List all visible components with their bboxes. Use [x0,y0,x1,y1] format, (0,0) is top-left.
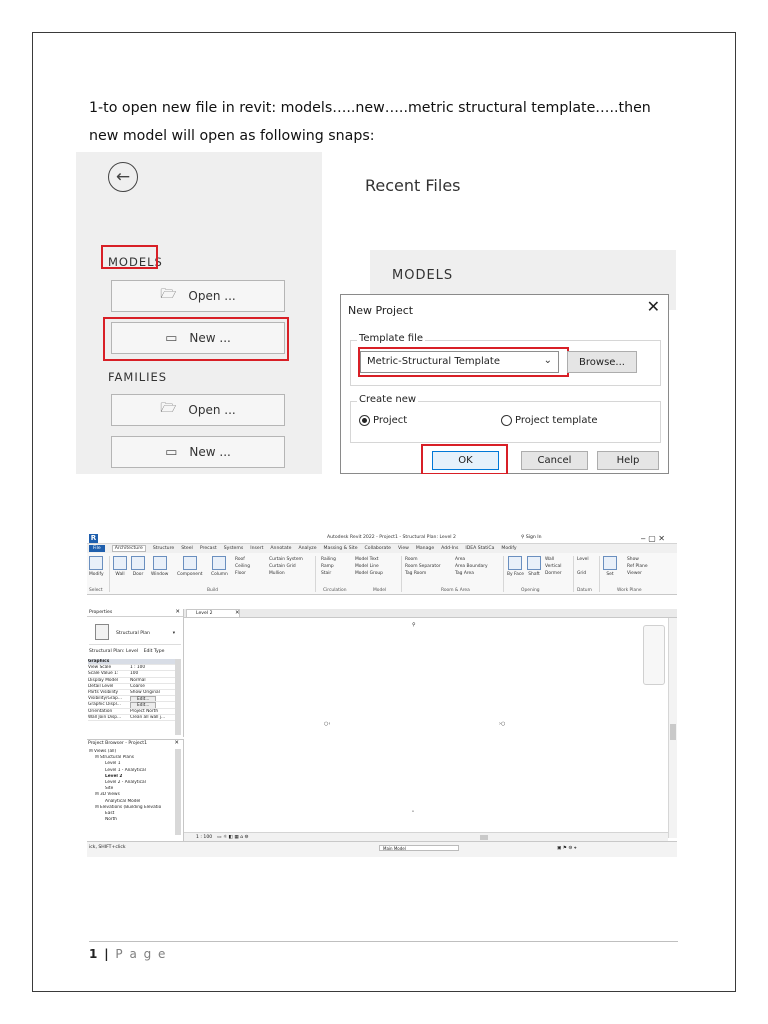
models-new-label: New ... [189,331,231,345]
dialog-title: New Project [348,304,414,317]
component-icon [183,556,197,570]
families-open-label: Open ... [188,403,236,417]
property-row[interactable]: Scale Value 1: 100 [88,671,176,677]
room-tools-col1[interactable]: Room Room Separator Tag Room [405,557,441,576]
level-button[interactable]: Level [577,557,589,562]
tab-systems[interactable]: Systems [223,546,244,551]
browser-scrollbar[interactable] [175,749,181,835]
properties-palette [87,609,184,737]
ribbon [87,553,677,595]
workset-value: Main Model [383,846,406,851]
page-number: 1 [89,947,99,961]
start-screen-screenshot [76,152,676,474]
revit-logo-icon[interactable]: R [90,534,97,542]
close-icon[interactable]: ✕ [646,297,660,316]
tree-node[interactable]: Level 1 [105,761,121,767]
elevation-marker-icon[interactable]: ›○ [499,721,506,727]
vertical-scrollbar[interactable] [668,618,677,838]
ribbon-divider [109,556,110,592]
work-plane-tools[interactable]: Show Ref Plane Viewer [627,557,648,576]
property-row[interactable]: Parts Visibility Show Original [88,690,176,696]
circulation-tools[interactable]: Railing Ramp Stair [321,557,336,576]
tab-modify[interactable]: Modify [501,546,517,551]
create-new-group [350,394,661,443]
tree-node[interactable]: ⊟ Structural Plans [95,755,134,761]
ribbon-divider [573,556,574,592]
families-new-button[interactable] [111,436,285,468]
property-row[interactable]: Orientation Project North [88,709,176,715]
column-icon [212,556,226,570]
modify-button[interactable]: Modify [89,556,104,577]
view-scale[interactable]: 1 : 100 [196,834,213,840]
browse-button[interactable]: Browse... [567,351,637,373]
elevation-marker-icon[interactable]: ○‹ [324,721,331,727]
new-file-icon: ▭ [165,330,178,346]
property-row[interactable]: Graphic Displ... Edit... [88,702,176,708]
set-button[interactable]: Set [603,556,617,577]
new-project-dialog [340,294,669,474]
tab-analyze[interactable]: Analyze [298,546,317,551]
panel-label-datum: Datum [577,588,592,593]
cancel-button[interactable]: Cancel [521,451,588,470]
grid-button[interactable]: Grid [577,571,587,576]
sign-in-link[interactable]: ⚲ Sign In [521,535,542,540]
property-row[interactable]: Detail Level Coarse [88,684,176,690]
view-tab-level-2[interactable] [186,609,240,618]
panel-label-build: Build [207,588,219,593]
close-icon[interactable]: ✕ [175,609,180,615]
door-button[interactable]: Door [131,556,145,577]
scroll-thumb[interactable] [670,724,676,740]
radio-selected-icon [359,415,370,426]
radio-unselected-icon [501,415,512,426]
model-tools[interactable]: Model Text Model Line Model Group [355,557,383,576]
chevron-down-icon: ▾ [172,631,175,636]
tab-manage[interactable]: Manage [415,546,435,551]
families-open-button[interactable] [111,394,285,426]
instruction-line-1: 1-to open new file in revit: models…..new…..metric structural template…..then [89,100,651,116]
tab-architecture[interactable]: Architecture [112,545,146,552]
by-face-icon [508,556,522,570]
back-arrow-icon[interactable]: ← [108,162,138,192]
tree-node[interactable]: North [105,817,118,823]
window-button[interactable]: Window [151,556,168,577]
ribbon-divider [401,556,402,592]
project-browser-title: Project Browser - Project1 [88,741,148,746]
tree-node[interactable]: Site [105,786,114,792]
by-face-button[interactable]: By Face [507,556,524,577]
ok-button[interactable]: OK [432,451,499,470]
ribbon-divider [503,556,504,592]
window-title: Autodesk Revit 2022 - Project1 - Structural Plan: Level 2 [327,535,456,540]
panel-label-room-area: Room & Area [441,588,470,593]
template-highlight-box [358,347,569,377]
tab-steel[interactable]: Steel [181,546,193,551]
type-selector[interactable] [89,621,181,645]
type-name: Structural Plan [116,631,150,636]
instance-row [89,649,182,658]
models-highlight-box [101,245,158,269]
active-workset-field[interactable] [379,845,459,851]
close-icon[interactable]: ✕ [235,610,240,616]
wall-button[interactable]: Wall [113,556,127,577]
status-tool-icons[interactable]: ▣ ⚑ ⚙ ⌖ [557,846,577,851]
properties-header [87,609,183,617]
tab-add-ins[interactable]: Add-Ins [441,546,459,551]
template-dropdown-value: Metric-Structural Template [367,356,500,367]
project-radio-option[interactable] [359,415,407,426]
tab-annotate[interactable]: Annotate [270,546,292,551]
help-button[interactable]: Help [597,451,659,470]
tab-massing-site[interactable]: Massing & Site [323,546,358,551]
close-icon[interactable]: ✕ [174,740,179,746]
view-control-icons[interactable]: ▭ ☼ ◧ ▦ ⌂ ⚙ [217,834,249,840]
window-icon [153,556,167,570]
page-footer [89,947,167,961]
project-tree [87,749,175,823]
ribbon-divider [315,556,316,592]
property-group-graphics[interactable]: Graphics [88,659,176,665]
folder-icon: 🗁 [160,401,177,416]
view-control-bar [184,832,668,841]
property-row[interactable]: Wall Join Disp... Clean all wall j... [88,715,176,721]
panel-label-circulation: Circulation [323,588,347,593]
footer-rule [89,941,678,942]
tree-node[interactable]: ⊟ Views (all) [89,749,117,754]
column-button[interactable]: Column [211,556,228,577]
property-row[interactable]: Display Model Normal [88,678,176,684]
panel-label-opening: Opening [521,588,540,593]
drawing-canvas[interactable] [184,618,668,838]
tree-node[interactable]: ⊟ 3D Views [95,792,120,798]
tab-idea-statica[interactable]: IDEA StatiCa [465,546,495,551]
tree-node[interactable]: ⊟ Elevations (Building Elevatio [95,804,162,810]
property-row[interactable]: Visibility/Grap... Edit... [88,696,176,702]
recent-files-title: Recent Files [365,176,461,195]
tree-node[interactable]: Level 1 - Analytical [105,767,146,773]
modify-icon [89,556,103,570]
page-label: P a g e [115,947,167,961]
view-tab-bar [184,609,677,618]
status-message: ick, SHIFT+click [89,845,126,850]
instruction-line-2: new model will open as following snaps: [89,128,375,144]
tab-insert[interactable]: Insert [250,546,264,551]
window-controls[interactable]: ‒ ▢ ✕ [640,534,665,543]
plan-type-icon [95,624,109,640]
tab-structure[interactable]: Structure [152,546,175,551]
new-highlight-box [103,317,289,361]
property-row[interactable]: View Scale 1 : 100 [88,665,176,671]
models-section-label: MODELS [108,255,163,269]
build-tools-col2[interactable]: Curtain System Curtain Grid Mullion [269,557,303,576]
template-file-label: Template file [359,333,424,344]
tree-node[interactable]: Level 2 - Analytical [105,779,146,785]
shaft-button[interactable]: Shaft [527,556,541,577]
title-bar [87,533,677,544]
properties-grid [88,659,176,721]
instruction-text [89,94,689,150]
room-tools-col2[interactable]: Area Area Boundary Tag Area [455,557,488,576]
tree-node[interactable]: Analytical Model [105,798,141,804]
component-button[interactable]: Component [177,556,203,577]
build-tools-col1[interactable]: Roof Ceiling Floor [235,557,250,576]
models-open-label: Open ... [188,289,236,303]
ok-highlight-box [421,444,508,474]
status-bar [87,841,677,857]
horizontal-scroll-thumb[interactable] [480,835,488,840]
project-template-radio-option[interactable] [501,415,598,426]
elevation-marker-icon[interactable]: ⚲ [412,622,416,628]
edit-type-button[interactable]: Edit Type [143,649,165,654]
folder-icon: 🗁 [160,287,177,302]
navigation-bar[interactable] [643,625,665,685]
ribbon-divider [599,556,600,592]
door-icon [131,556,145,570]
opening-tools[interactable]: Wall Vertical Dormer [545,557,562,576]
elevation-marker-icon[interactable]: ᵒ [412,810,415,816]
ribbon-tabs [87,544,677,553]
panel-label-work-plane: Work Plane [617,588,642,593]
start-left-panel [76,152,322,474]
tab-collaborate[interactable]: Collaborate [364,546,391,551]
footer-separator: | [104,947,111,961]
set-work-plane-icon [603,556,617,570]
view-tab-label: Level 2 [196,611,213,616]
project-browser [87,739,184,857]
tree-node[interactable]: East [105,810,115,816]
families-section-label: FAMILIES [108,370,168,384]
models-open-button[interactable] [111,280,285,312]
properties-scrollbar[interactable] [175,659,181,735]
new-file-icon: ▭ [165,444,178,460]
shaft-icon [527,556,541,570]
panel-label-select[interactable]: Select [89,588,103,593]
families-new-label: New ... [189,445,231,459]
tree-node-active[interactable]: Level 2 [105,773,123,779]
recent-models-label: MODELS [392,268,454,283]
project-template-radio-label: Project template [515,415,598,426]
properties-title: Properties [89,610,113,615]
tab-precast[interactable]: Precast [199,546,217,551]
sign-in-label: Sign In [525,535,542,540]
chevron-down-icon: ⌄ [543,355,552,366]
tab-file[interactable]: File [89,545,105,552]
instance-filter[interactable]: Structural Plan: Level [89,649,139,654]
wall-icon [113,556,127,570]
create-new-label: Create new [359,394,417,405]
project-radio-label: Project [373,415,408,426]
revit-window-screenshot [87,533,677,857]
tab-view[interactable]: View [398,546,409,551]
panel-label-model: Model [373,588,387,593]
